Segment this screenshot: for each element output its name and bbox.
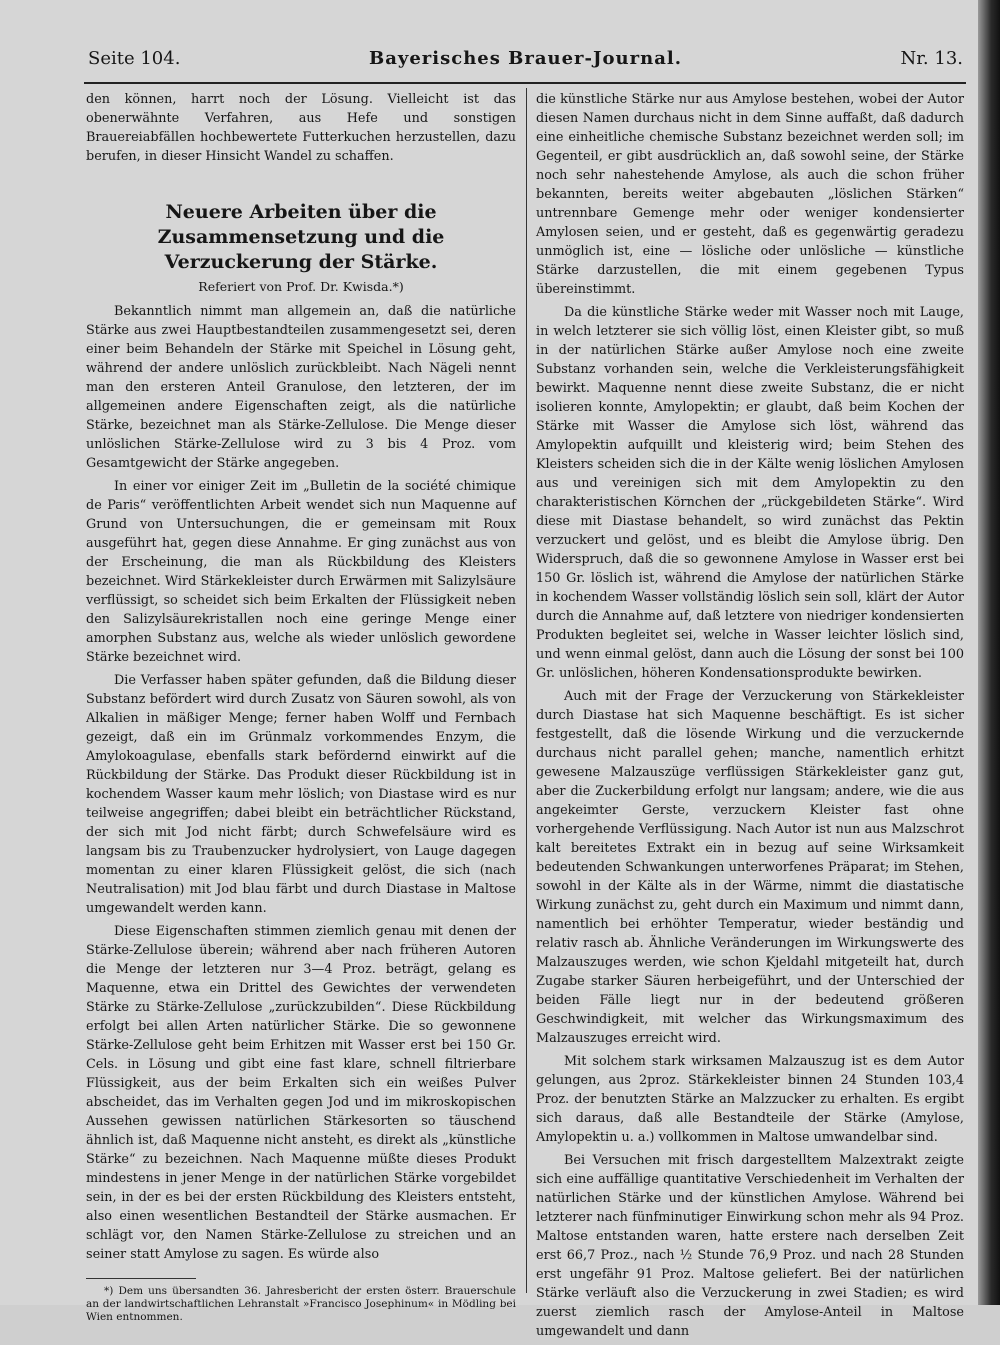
paragraph: Bekanntlich nimmt man allgemein an, daß die natürliche Stärke aus zwei Hauptbestandteilen zusammengesetzt sei, deren einer beim Behandeln der Stärke mit Speichel in Lösung geht, während der andere unlöslich zurückbleibt. Nach Nägeli nennt man den ersteren Anteil Granulose, den letzteren, der im allgemeinen andere Eigenschaften zeigt, als die natürliche Stärke, bezeichnet man als Stärke-Zellulose. Die Menge dieser unlöslichen Stärke-Zellulose wird zu 3 bis 4 Proz. vom Gesamtgewicht der Stärke angegeben.	[86, 304, 516, 471]
paragraph: Bei Versuchen mit frisch dargestelltem Malzextrakt zeigte sich eine auffällige quantitative Verschiedenheit im Verhalten der natürlichen Stärke und der künstlichen Amylose. Während bei letzterer nach fünfminutiger Einwirkung schon mehr als 94 Proz. Maltose entstanden waren, hatte erstere nach derselben Zeit erst 66,7 Proz., nach ½ Stunde 76,9 Proz. und nach 28 Stunden erst ungefähr 91 Proz. Maltose geliefert. Bei der natürlichen Stärke verläuft also die Verzuckerung in zwei Stadien; es wird zuerst ziemlich rasch der Amylose-Anteil in Maltose umgewandelt und dann	[536, 1153, 964, 1339]
running-header	[88, 48, 963, 74]
page-number: Seite 104.	[88, 48, 181, 69]
issue-number: Nr. 13.	[900, 48, 963, 69]
footnote-rule	[86, 1278, 196, 1279]
paragraph: Auch mit der Frage der Verzuckerung von Stärkekleister durch Diastase hat sich Maquenne beschäftigt. Es ist sicher festgestellt, daß die lösende Wirkung und die verzuckernde durchaus nicht parallel gehen; manche, namentlich erhitzt gewesene Malzauszüge verflüssigen Stärkekleister ganz gut, aber die Zuckerbildung erfolgt nur langsam; andere, wie die aus angekeimter Gerste, verzuckern Kleister fast ohne vorhergehende Verflüssigung. Nach Autor ist nun aus Malzschrot kalt bereitetes Extrakt ein in bezug auf seine Wirksamkeit bedeutenden Schwankungen unterworfenes Präparat; im Stehen, sowohl in der Kälte als in der Wärme, nimmt die diastatische Wirkung zunächst zu, geht durch ein Maximum und nimmt dann, namentlich bei erhöhter Temperatur, wieder beständig und relativ rasch ab. Ähnliche Veränderungen im Wirkungswerte des Malzauszuges werden, wie schon Kjeldahl mitgeteilt hat, durch Zugabe starker Säuren herbeigeführt, und der Unterschied der beiden Fälle liegt nur in der bedeutend größeren Geschwindigkeit, mit welcher das Wirkungsmaximum des Malzauszuges erreicht wird.	[536, 689, 964, 1046]
journal-title: Bayerisches Brauer-Journal.	[369, 48, 682, 69]
paragraph: die künstliche Stärke nur aus Amylose bestehen, wobei der Autor diesen Namen durchaus nicht in dem Sinne auffaßt, daß dadurch eine einheitliche chemische Substanz bezeichnet werden soll; im Gegenteil, er gibt ausdrücklich an, daß sowohl seine, der Stärke noch sehr nahestehende Amylose, als auch die schon früher bekannten, bereits weiter abgebauten „löslichen Stärken“ untrennbare Gemenge mehr oder weniger kondensierter Amylosen seien, und er gesteht, daß es gegenwärtig geradezu unmöglich ist, eine — lösliche oder unlösliche — künstliche Stärke darzustellen, die mit einem gegebenen Typus übereinstimmt.	[536, 92, 964, 297]
intro-paragraph: den können, harrt noch der Lösung. Vielleicht ist das obenerwähnte Verfahren, aus Hefe und sonstigen Brauereiabfällen hochbewertete Futterkuchen herzustellen, dazu berufen, in dieser Hinsicht Wandel zu schaffen.	[86, 92, 516, 164]
paragraph: Die Verfasser haben später gefunden, daß die Bildung dieser Substanz befördert wird durch Zusatz von Säuren sowohl, als von Alkalien in mäßiger Menge; ferner haben Wolff und Fernbach gezeigt, daß ein im Grünmalz vorkommendes Enzym, die Amylokoagulase, ebenfalls stark befördernd einwirkt auf die Rückbildung der Stärke. Das Produkt dieser Rückbildung ist in kochendem Wasser kaum mehr löslich; von Diastase wird es nur teilweise angegriffen; dabei bleibt ein beträchtlicher Rückstand, der sich mit Jod nicht färbt; durch Schwefelsäure wird es langsam bis zu Traubenzucker hydrolysiert, von Lauge dagegen momentan zu einer klaren Flüssigkeit gelöst, die sich (nach Neutralisation) mit Jod blau färbt und durch Diastase in Maltose umgewandelt werden kann.	[86, 673, 516, 916]
paragraph: Da die künstliche Stärke weder mit Wasser noch mit Lauge, in welch letzterer sie sich völlig löst, einen Kleister gibt, so muß in der natürlichen Stärke außer Amylose noch eine zweite Substanz vorhanden sein, welche die Verkleisterungsfähigkeit bewirkt. Maquenne nennt diese zweite Substanz, die er nicht isolieren konnte, Amylopektin; er glaubt, daß beim Kochen der Stärke mit Wasser die Amylose sich löst, während das Amylopektin aufquillt und kleisterig wird; beim Stehen des Kleisters scheiden sich die in der Kälte wenig löslichen Amylosen aus und vereinigen sich mit dem Amylopektin zu den charakteristischen Körnchen der „rückgebildeten Stärke“. Wird diese mit Diastase behandelt, so wird zunächst das Pektin verzuckert und gelöst, und es bleibt die Amylose übrig. Den Widerspruch, daß die so gewonnene Amylose in Wasser erst bei 150 Gr. löslich ist, während die Amylose der natürlichen Stärke in kochendem Wasser vollständig löslich sein soll, klärt der Autor durch die Annahme auf, daß letztere von niedriger kondensierten Produkten begleitet sei, welche in Wasser leichter löslich sind, und wenn einmal gelöst, dann auch die Lösung der sonst bei 100 Gr. unlöslichen, höheren Kondensationsprodukte bewirken.	[536, 305, 964, 681]
paragraph: In einer vor einiger Zeit im „Bulletin de la société chimique de Paris“ veröffentlichten Arbeit wendet sich nun Maquenne auf Grund von Untersuchungen, die er gemeinsam mit Roux ausgeführt hat, gegen diese Annahme. Er ging zunächst aus von der Erscheinung, die man als Rückbildung des Kleisters bezeichnet. Wird Stärkekleister durch Erwärmen mit Salizylsäure verflüssigt, so scheidet sich beim Erkalten der Flüssigkeit neben den Salizylsäurekristallen noch eine geringe Menge einer amorphen Substanz aus, welche als wieder unlöslich gewordene Stärke bezeichnet wird.	[86, 479, 516, 665]
page-binding-edge	[978, 0, 1000, 1305]
footnote: *) Dem uns übersandten 36. Jahresbericht der ersten österr. Brauerschule an der landwirtschaftlichen Lehranstalt »Francisco Josephinum« in Mödling bei Wien entnommen.	[86, 1285, 516, 1323]
article-title: Neuere Arbeiten über die Zusammensetzung und die Verzuckerung der Stärke.	[157, 201, 445, 273]
column-divider	[526, 88, 527, 1293]
paragraph: Mit solchem stark wirksamen Malzauszug ist es dem Autor gelungen, aus 2proz. Stärkekleister binnen 24 Stunden 103,4 Proz. der benutzten Stärke an Malzzucker zu erhalten. Es ergibt sich daraus, daß alle Bestandteile der Stärke (Amylose, Amylopektin u. a.) vollkommen in Maltose umwandelbar sind.	[536, 1054, 964, 1145]
paragraph: Diese Eigenschaften stimmen ziemlich genau mit denen der Stärke-Zellulose überein; während aber nach früheren Autoren die Menge der letzteren nur 3—4 Proz. beträgt, gelang es Maquenne, etwa ein Drittel des Gewichtes der verwendeten Stärke zu Stärke-Zellulose „zurückzubilden“. Diese Rückbildung erfolgt bei allen Arten natürlicher Stärke. Die so gewonnene Stärke-Zellulose geht beim Erhitzen mit Wasser erst bei 150 Gr. Cels. in Lösung und gibt eine fast klare, schnell filtrierbare Flüssigkeit, aus der beim Erkalten sich ein weißes Pulver abscheidet, das im Verhalten gegen Jod und im mikroskopischen Aussehen gewissen natürlichen Stärkesorten so täuschend ähnlich ist, daß Maquenne nicht ansteht, es direkt als „künstliche Stärke“ zu bezeichnen. Nach Maquenne müßte dieses Produkt mindestens in jener Menge in der natürlichen Stärke vorgebildet sein, in der es bei der ersten Rückbildung des Kleisters entsteht, also einen wesentlichen Bestandteil der Stärke ausmachen. Er schlägt vor, den Namen Stärke-Zellulose zu streichen und an seiner statt Amylose zu sagen. Es würde also	[86, 924, 516, 1262]
article-byline: Referiert von Prof. Dr. Kwisda.*)	[198, 279, 404, 294]
right-column	[536, 90, 964, 1345]
left-column	[86, 90, 516, 1324]
header-rule	[84, 82, 966, 84]
